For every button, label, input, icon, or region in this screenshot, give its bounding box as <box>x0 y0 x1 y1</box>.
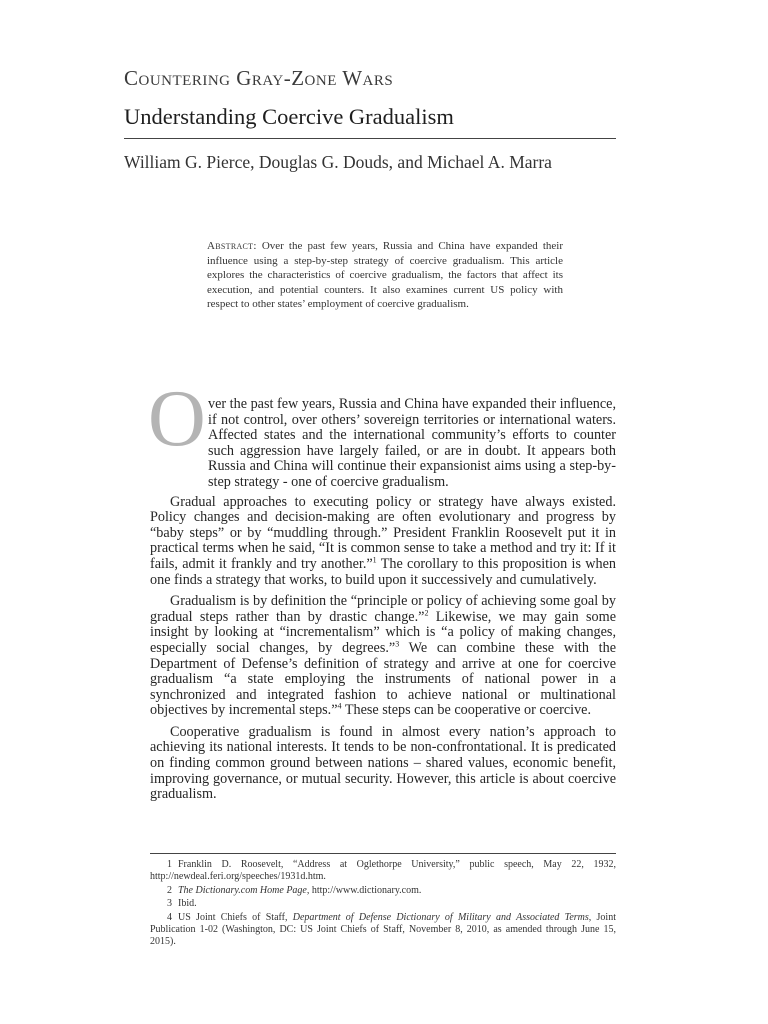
footnote-text: Franklin D. Roosevelt, “Address at Oglethorpe University,” public speech, May 22, 1932, http://newdeal.feri.org/speeches/1931d.htm. <box>150 859 616 883</box>
drop-cap: O <box>148 375 206 463</box>
footnote-source-title: Department of Defense Dictionary of Military and Associated Terms, <box>292 911 592 923</box>
footnote-3 <box>150 898 616 910</box>
paragraph-3 <box>150 594 616 719</box>
abstract-block <box>207 239 563 312</box>
paragraph-4 <box>150 725 616 803</box>
paragraph-2 <box>150 495 616 589</box>
body-text <box>150 397 616 803</box>
footnote-ref-4[interactable]: 4 <box>337 701 342 711</box>
footnote-ref-3[interactable]: 3 <box>395 639 400 649</box>
footnote-text: Ibid. <box>178 898 197 910</box>
footnote-number: 2 <box>167 884 172 896</box>
footnote-divider <box>150 853 616 854</box>
footnote-author: US Joint Chiefs of Staff, <box>178 911 293 923</box>
footnote-text: Joint Publication 1-02 (Washington, DC: US Joint Chiefs of Staff, November 8, 2010, as amended through June 15, 2015). <box>150 911 616 948</box>
footnote-ref-1[interactable]: 1 <box>372 555 377 565</box>
paragraph-2-text-b: The corollary to this proposition is when one finds a strategy that works, to build upon it successively and cumulatively. <box>150 555 617 588</box>
footnote-2 <box>150 885 616 897</box>
paragraph-1-text: ver the past few years, Russia and China have expanded their influence, if not control, over others’ sovereign territories or international waters. Affected states and the international community’s efforts to counter such aggression have largely failed, or are in doubt. It appears both Russia and China will continue their expansionist aims using a step-by-step strategy - one of coercive gradualism. <box>208 396 616 490</box>
abstract-text: Over the past few years, Russia and China have expanded their influence using a step-by-step strategy of coercive gradualism. This article explores the characteristics of coercive gradualism, the factors that affect its execution, and potential counters. It also examines current US policy with respect to other states’ employment of coercive gradualism. <box>207 240 563 311</box>
footnotes <box>150 859 616 950</box>
paragraph-4-text: Cooperative gradualism is found in almost every nation’s approach to achieving its national interests. It tends to be non-confrontational. It is predicated on finding common ground between nations – shared values, economic benefit, improving governance, or mutual security. However, this article is about coercive gradualism. <box>150 723 616 803</box>
footnote-text: http://www.dictionary.com. <box>309 884 422 896</box>
footnote-4 <box>150 912 616 949</box>
article-title: Understanding Coercive Gradualism <box>124 104 454 129</box>
paragraph-1 <box>150 397 616 491</box>
paragraph-2-text-a: Gradual approaches to executing policy or strategy have always existed. Policy changes and decision-making are often evolutionary and progress by “baby steps” or by “muddling through.” President Franklin Roosevelt put it in practical terms when he said, “It is common sense to take a method and try it: If it fails, admit it frankly and try another.” <box>150 493 616 572</box>
footnote-number: 3 <box>167 898 172 910</box>
paragraph-3-text-c: We can combine these with the Department of Defense’s definition of strategy and arrive at one for coercive gradualism “a state employing the instruments of national power in a synchronized and integrated fashion to achieve national or multinational objectives by incremental steps.” <box>150 639 616 719</box>
series-title: Countering Gray-Zone Wars <box>124 66 394 90</box>
footnote-number: 4 <box>167 911 172 923</box>
paragraph-3-text-d: These steps can be cooperative or coercive. <box>341 702 592 719</box>
authors-line: William G. Pierce, Douglas G. Douds, and Michael A. Marra <box>124 152 552 172</box>
abstract-label: Abstract: <box>207 240 257 252</box>
title-divider <box>124 138 616 139</box>
footnote-number: 1 <box>167 859 172 870</box>
footnote-1 <box>150 859 616 884</box>
footnote-source-title: The Dictionary.com Home Page, <box>178 884 310 896</box>
paragraph-3-text-a: Gradualism is by definition the “principle or policy of achieving some goal by gradual steps rather than by drastic change.” <box>150 593 616 625</box>
paragraph-3-text-b: Likewise, we may gain some insight by looking at “incrementalism” which is “a policy of making changes, especially social changes, by degrees.” <box>150 608 616 656</box>
footnote-ref-2[interactable]: 2 <box>424 607 429 617</box>
